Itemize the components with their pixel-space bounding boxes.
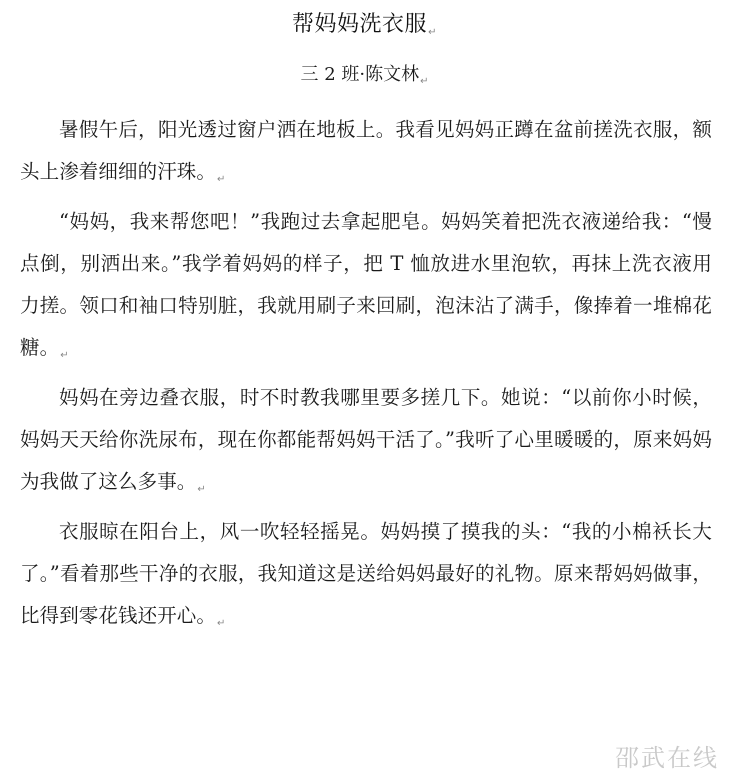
paragraph-mark-icon: ↵ — [197, 484, 206, 495]
paragraph — [20, 109, 712, 201]
paragraph-text: “妈妈，我来帮您吧！”我跑过去拿起肥皂。妈妈笑着把洗衣液递给我：“慢点倒，别洒出来。”我学着妈妈的样子，把 T 恤放进水里泡软，再抹上洗衣液用力搓。领口和袖口特别脏，我就用刷子来回刷，泡沫沾了满手，像捧着一堆棉花糖。 — [20, 210, 712, 359]
essay-title — [0, 8, 729, 50]
paragraph — [20, 511, 712, 645]
essay-title-text: 帮妈妈洗衣服 — [292, 12, 428, 37]
paragraph-text: 暑假午后，阳光透过窗户洒在地板上。我看见妈妈正蹲在盆前搓洗衣服，额头上渗着细细的汗珠。 — [20, 118, 712, 183]
watermark-text: 邵武在线 — [615, 744, 719, 772]
paragraph-mark-icon: ↵ — [217, 174, 226, 185]
paragraph — [20, 201, 712, 377]
paragraph — [20, 377, 712, 511]
paragraph-text: 衣服晾在阳台上，风一吹轻轻摇晃。妈妈摸了摸我的头：“我的小棉袄长大了。”看着那些干净的衣服，我知道这是送给妈妈最好的礼物。原来帮妈妈做事，比得到零花钱还开心。 — [20, 520, 712, 627]
paragraph-mark-icon: ↵ — [420, 76, 429, 87]
paragraph-mark-icon: ↵ — [60, 350, 69, 361]
essay-body — [20, 109, 712, 645]
author-text: 三 2 班·陈文林 — [300, 64, 420, 85]
author-line — [0, 60, 729, 97]
paragraph-mark-icon: ↵ — [217, 618, 226, 629]
paragraph-mark-icon: ↵ — [428, 27, 437, 38]
paragraph-text: 妈妈在旁边叠衣服，时不时教我哪里要多搓几下。她说：“以前你小时候，妈妈天天给你洗尿布，现在你都能帮妈妈干活了。”我听了心里暖暖的，原来妈妈为我做了这么多事。 — [20, 386, 712, 493]
